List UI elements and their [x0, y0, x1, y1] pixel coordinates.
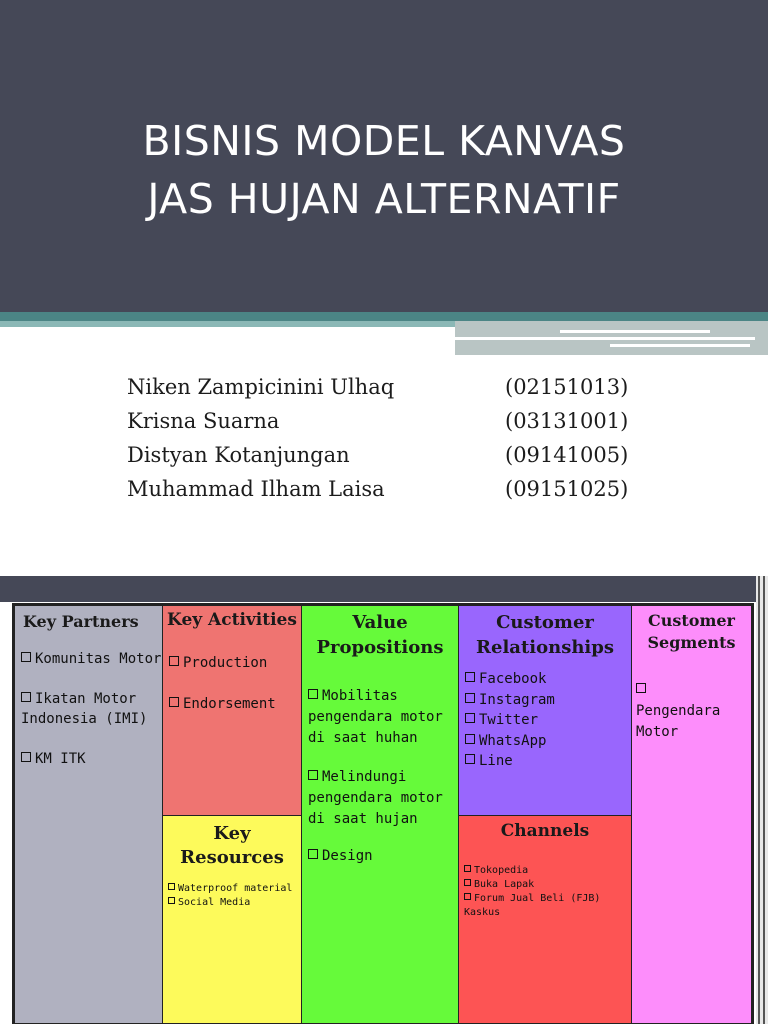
customer-relationship-item: WhatsApp — [465, 731, 631, 752]
edge-line — [758, 576, 760, 1024]
channel-item: Tokopedia — [464, 864, 631, 878]
decorative-line — [560, 330, 710, 333]
slide-title — [0, 112, 768, 228]
decorative-stripe — [0, 312, 768, 321]
business-model-canvas — [12, 603, 754, 1024]
checkbox-icon — [465, 713, 475, 723]
checkbox-icon — [21, 652, 31, 662]
key-resource-item: Social Media — [168, 896, 301, 910]
key-partners-title: Key Partners — [23, 612, 139, 631]
key-resources-title: Key Resources — [180, 823, 284, 868]
key-partner-item: KM ITK — [21, 749, 162, 769]
checkbox-icon — [169, 697, 179, 707]
checkbox-icon — [21, 752, 31, 762]
key-activities-title: Key Activities — [167, 610, 297, 630]
member-row — [127, 472, 628, 506]
member-name: Krisna Suarna — [127, 409, 280, 433]
checkbox-icon — [465, 672, 475, 682]
customer-relationship-item: Line — [465, 751, 631, 772]
value-proposition-item: Mobilitas pengendara motor di saat huhan — [308, 688, 443, 746]
customer-relationship-item: Twitter — [465, 710, 631, 731]
customer-relationship-item: Instagram — [465, 690, 631, 711]
customer-relationships-block — [458, 605, 632, 816]
key-activity-item: Production — [169, 653, 301, 673]
edge-line — [763, 576, 765, 1024]
customer-segments-block — [631, 605, 752, 1024]
member-id: (02151013) — [505, 375, 629, 399]
channels-block — [458, 815, 632, 1024]
checkbox-icon — [169, 656, 179, 666]
customer-segment-item: Pengendara Motor — [636, 680, 751, 743]
channel-item: Buka Lapak — [464, 878, 631, 892]
customer-relationship-item: Facebook — [465, 669, 631, 690]
checkbox-icon — [464, 879, 471, 886]
slide-title-line-1: BISNIS MODEL KANVAS — [142, 117, 626, 165]
checkbox-icon — [465, 734, 475, 744]
key-resource-item: Waterproof material — [168, 882, 301, 896]
channels-title: Channels — [500, 821, 590, 841]
checkbox-icon — [21, 692, 31, 702]
key-partner-item: Ikatan Motor Indonesia (IMI) — [21, 691, 148, 727]
checkbox-icon — [465, 754, 475, 764]
key-activity-item: Endorsement — [169, 694, 301, 714]
slide-title-line-2: JAS HUJAN ALTERNATIF — [147, 175, 621, 223]
value-propositions-title: Value Propositions — [316, 612, 444, 658]
key-activities-block — [162, 605, 302, 816]
member-name: Muhammad Ilham Laisa — [127, 477, 385, 501]
customer-relationships-title: Customer Relationships — [476, 612, 614, 658]
member-id: (09141005) — [505, 443, 629, 467]
customer-segments-title: Customer Segments — [647, 611, 736, 652]
member-name: Distyan Kotanjungan — [127, 443, 350, 467]
member-id: (09151025) — [505, 477, 629, 501]
slide-edge — [756, 576, 768, 1024]
member-row — [127, 404, 628, 438]
value-proposition-item: Melindungi pengendara motor di saat hujan — [308, 769, 443, 827]
member-list — [127, 370, 628, 506]
checkbox-icon — [308, 770, 318, 780]
key-partners-block — [14, 605, 163, 1024]
checkbox-icon — [465, 693, 475, 703]
checkbox-icon — [308, 849, 318, 859]
member-name: Niken Zampicinini Ulhaq — [127, 375, 395, 399]
checkbox-icon — [308, 689, 318, 699]
checkbox-icon — [464, 893, 471, 900]
slide2-header-band — [0, 576, 768, 602]
channel-item: Forum Jual Beli (FJB) Kaskus — [464, 893, 601, 918]
checkbox-icon — [168, 883, 175, 890]
member-id: (03131001) — [505, 409, 629, 433]
member-row — [127, 438, 628, 472]
decorative-line — [455, 337, 755, 340]
checkbox-icon — [464, 865, 471, 872]
checkbox-icon — [168, 897, 175, 904]
value-propositions-block — [301, 605, 459, 1024]
key-partner-item: Komunitas Motor — [21, 649, 162, 669]
key-resources-block — [162, 815, 302, 1024]
checkbox-icon — [636, 683, 646, 693]
value-proposition-item: Design — [308, 846, 458, 867]
member-row — [127, 370, 628, 404]
decorative-line — [610, 344, 750, 347]
